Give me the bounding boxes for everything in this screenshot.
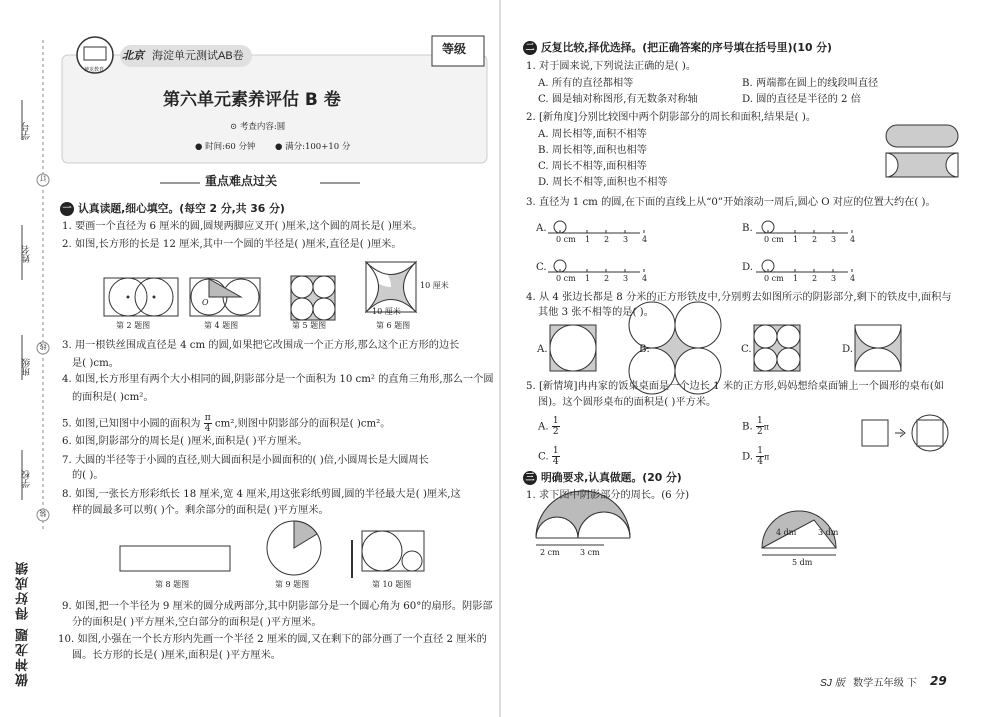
tick-label: 3 — [623, 235, 629, 244]
s1-q3: 3. 用一根铁丝围成直径是 4 cm 的圆,如果把它改围成一个正方形,那么这个正方形的边长 — [62, 340, 460, 351]
dim-label: 2 cm — [540, 548, 560, 557]
option-label: B. — [742, 421, 756, 433]
option-label: A. — [536, 223, 547, 234]
s1-q9: 9. 如图,把一个半径为 9 厘米的圆分成两部分,其中阴影部分是一个圆心角为 60°的扇形。阴影部 — [62, 601, 493, 612]
tick-label: 0 cm — [556, 235, 576, 244]
s2-q4-cont: 其他 3 张不相等的是( )。 — [538, 307, 654, 318]
slogan: 做神龙题 得好成绩 — [16, 560, 31, 687]
s2-q2: 2. [新角度]分别比较图中两个阴影部分的周长和面积,结果是( )。 — [526, 112, 817, 123]
tick-label: 2 — [812, 235, 818, 244]
q6-figure — [366, 262, 416, 312]
s2-q3: 3. 直径为 1 cm 的圆,在下面的直线上从“0”开始滚动一周后,圆心 O 对应的位置大约在( )。 — [526, 197, 936, 208]
q9-figure — [267, 521, 321, 575]
section-3-heading — [523, 470, 682, 485]
s2-q2-figure — [886, 125, 958, 177]
exam-score: ● 满分:100+10 分 — [275, 142, 351, 152]
s2-q4: 4. 从 4 张边长都是 8 分米的正方形铁皮中,分别剪去如图所示的阴影部分,剩下的铁皮中,面积与 — [526, 292, 952, 303]
tick-label: 4 — [642, 274, 648, 283]
s1-q8-cont: 样的圆最多可以剪( )个。剩余部分的面积是( )平方厘米。 — [72, 505, 329, 516]
s1-q2: 2. 如图,长方形的长是 12 厘米,其中一个圆的半径是( )厘米,直径是( )厘米。 — [62, 239, 402, 250]
s1-q7: 7. 大圆的半径等于小圆的直径,则大圆面积是小圆面积的( )倍,小圆周长是大圆周长 — [62, 455, 429, 466]
section-number: 一 — [60, 202, 74, 216]
caption: 第 10 题图 — [372, 580, 412, 589]
s1-q5 — [62, 413, 390, 434]
tick-label: 2 — [812, 274, 818, 283]
dim-label: 4 dm — [776, 528, 797, 537]
option-label: C. — [741, 344, 752, 355]
pi-symbol: π — [764, 452, 770, 462]
s1-q10: 10. 如图,小强在一个长方形内先画一个半径 2 厘米的圆,又在剩下的部分画了一个直径 2 厘米的 — [58, 634, 487, 645]
tick-label: 3 — [831, 274, 837, 283]
s1-q10-cont: 圆。长方形的长是( )厘米,面积是( )平方厘米。 — [72, 650, 281, 661]
option-label: D. — [742, 262, 754, 273]
page-title: 第六单元素养评估 B 卷 — [163, 90, 341, 110]
option: A. 所有的直径都相等 — [538, 78, 634, 89]
tick-label: 4 — [850, 235, 856, 244]
tick-label: 2 — [604, 274, 610, 283]
option: C. 周长不相等,面积相等 — [538, 161, 647, 172]
pi-symbol: π — [763, 422, 769, 432]
numerator: 1 — [552, 416, 559, 426]
section-banner: 重点难点过关 — [205, 174, 278, 188]
option: B. 两端都在圆上的线段叫直径 — [742, 78, 879, 89]
binding-text: 订 — [39, 175, 47, 182]
q10-figure — [362, 531, 424, 571]
q5-text: 5. 如图,已知图中小圆的面积为 — [62, 418, 201, 430]
option-label: C. — [536, 262, 547, 273]
footer-subject: 数学五年级 下 — [853, 678, 917, 689]
option-label: C. — [538, 451, 552, 463]
caption: 第 5 题图 — [292, 321, 327, 330]
denominator: 4 — [757, 457, 764, 467]
s1-q3-cont: 是( )cm。 — [72, 358, 119, 369]
s2-q1: 1. 对于圆来说,下列说法正确的是( )。 — [526, 61, 697, 72]
tick-label: 3 — [831, 235, 837, 244]
fraction-option — [742, 446, 769, 467]
tick-label: 1 — [793, 235, 799, 244]
tick-label: 2 — [604, 235, 610, 244]
brand-script: 北京 — [122, 49, 144, 62]
s2-q5-cont: 图)。这个圆形桌布的面积是( )平方米。 — [538, 397, 717, 408]
denominator: 2 — [552, 427, 559, 437]
section-2-heading — [523, 40, 832, 55]
binding-text: 装 — [39, 510, 47, 517]
grade-label: 等级 — [442, 42, 467, 56]
tick-label: 0 cm — [556, 274, 576, 283]
s1-q1: 1. 要画一个直径为 6 厘米的圆,圆规两脚应叉开( )厘米,这个圆的周长是( )厘米。 — [62, 221, 423, 232]
fraction-option — [538, 446, 560, 467]
tick-label: 0 cm — [764, 235, 784, 244]
caption: 第 2 题图 — [116, 321, 151, 330]
s2-q3-figures — [548, 221, 848, 272]
section-1-heading — [60, 201, 285, 216]
denominator: 2 — [756, 427, 763, 437]
s3-q1: 1. 求下图中阴影部分的周长。(6 分) — [526, 490, 690, 501]
section-number: 三 — [523, 471, 537, 485]
q5-text-cont: cm²,则图中阴影部分的面积是( )cm²。 — [214, 418, 391, 430]
caption: 第 9 题图 — [275, 580, 310, 589]
dim-label: 5 dm — [792, 558, 813, 567]
option: A. 周长相等,面积不相等 — [538, 129, 647, 140]
brand-name: 海淀单元测试AB卷 — [152, 50, 244, 62]
q8-figure — [120, 546, 230, 571]
exam-time-text: 时间:60 分钟 — [205, 142, 256, 152]
fraction — [552, 446, 560, 467]
section-1-title: 认真读题,细心填空。(每空 2 分,共 36 分) — [78, 202, 285, 215]
section-2-title: 反复比较,择优选择。(把正确答案的序号填在括号里)(10 分) — [541, 41, 832, 54]
dim-label: 10 厘米 — [420, 281, 449, 290]
dim-label: 3 dm — [818, 528, 839, 537]
s1-q7-cont: 的( )。 — [72, 470, 104, 481]
numerator: 1 — [552, 446, 559, 456]
tick-label: 4 — [642, 235, 648, 244]
option-label: D. — [742, 451, 757, 463]
s1-q9-cont: 分的面积是( )平方厘米,空白部分的面积是( )平方厘米。 — [72, 617, 322, 628]
s1-q8: 8. 如图,一张长方形彩纸长 18 厘米,宽 4 厘米,用这张彩纸剪圆,圆的半径最大是( )厘米,这 — [62, 489, 461, 500]
point-label: O — [202, 298, 209, 307]
denominator: 4 — [204, 424, 211, 434]
s1-q6: 6. 如图,阴影部分的周长是( )厘米,面积是( )平方厘米。 — [62, 436, 308, 447]
fraction-option — [538, 416, 560, 437]
s1-q4-cont: 的面积是( )cm²。 — [72, 392, 154, 403]
numerator: 1 — [757, 446, 764, 456]
option: D. 圆的直径是半径的 2 倍 — [742, 94, 861, 105]
caption: 第 6 题图 — [376, 321, 411, 330]
tick-label: 1 — [585, 235, 591, 244]
section-3-title: 明确要求,认真做题。(20 分) — [541, 471, 682, 484]
footer-edition: SJ 版 — [820, 678, 845, 689]
dim-label: 10 厘米 — [372, 307, 401, 316]
tick-label: 1 — [793, 274, 799, 283]
binding-text: 线 — [39, 343, 47, 350]
q5-figure — [291, 276, 335, 320]
tick-label: 0 cm — [764, 274, 784, 283]
fraction — [204, 413, 212, 434]
class-label: 班级 — [22, 358, 32, 376]
fraction — [756, 446, 764, 467]
student-name-label: 姓名 — [22, 245, 32, 263]
option-label: A. — [538, 421, 552, 433]
exam-scope-text: 考查内容:圆 — [239, 122, 286, 132]
option: C. 圆是轴对称图形,有无数条对称轴 — [538, 94, 698, 105]
fraction-option — [742, 416, 769, 437]
s2-q5-figure — [862, 415, 948, 451]
exam-time: ● 时间:60 分钟 — [195, 142, 256, 152]
exam-scope: ⊙ 考查内容:圆 — [230, 122, 286, 132]
option-label: D. — [842, 344, 854, 355]
s1-q4: 4. 如图,长方形里有两个大小相同的圆,阴影部分是一个面积为 10 cm² 的直角三角形,那么一个圆 — [62, 374, 494, 385]
tick-label: 3 — [623, 274, 629, 283]
page-number: 29 — [930, 674, 947, 688]
fraction — [756, 416, 764, 437]
denominator: 4 — [552, 457, 559, 467]
tick-label: 1 — [585, 274, 591, 283]
caption: 第 8 题图 — [155, 580, 190, 589]
dim-label: 3 cm — [580, 548, 600, 557]
option-label: A. — [537, 344, 548, 355]
option: B. 周长相等,面积也相等 — [538, 145, 647, 156]
school-label: 学校 — [22, 470, 32, 488]
student-id-label: 学号 — [22, 122, 32, 140]
s2-q5: 5. [新情境]冉冉家的饭桌桌面是一个边长 1 米的正方形,妈妈想给桌面铺上一个圆形的桌布(如 — [526, 381, 945, 392]
option: D. 周长不相等,面积也不相等 — [538, 177, 668, 188]
q2-figure — [104, 278, 178, 316]
fraction — [552, 416, 560, 437]
q4-figure — [190, 278, 260, 316]
exam-score-text: 满分:100+10 分 — [285, 142, 351, 152]
section-number: 二 — [523, 41, 537, 55]
caption: 第 4 题图 — [204, 321, 239, 330]
numerator: 1 — [756, 416, 763, 426]
brand-mark: 神龙教育 — [84, 67, 105, 73]
numerator: π — [204, 413, 211, 423]
tick-label: 4 — [850, 274, 856, 283]
option-label: B. — [639, 344, 650, 355]
option-label: B. — [742, 223, 753, 234]
